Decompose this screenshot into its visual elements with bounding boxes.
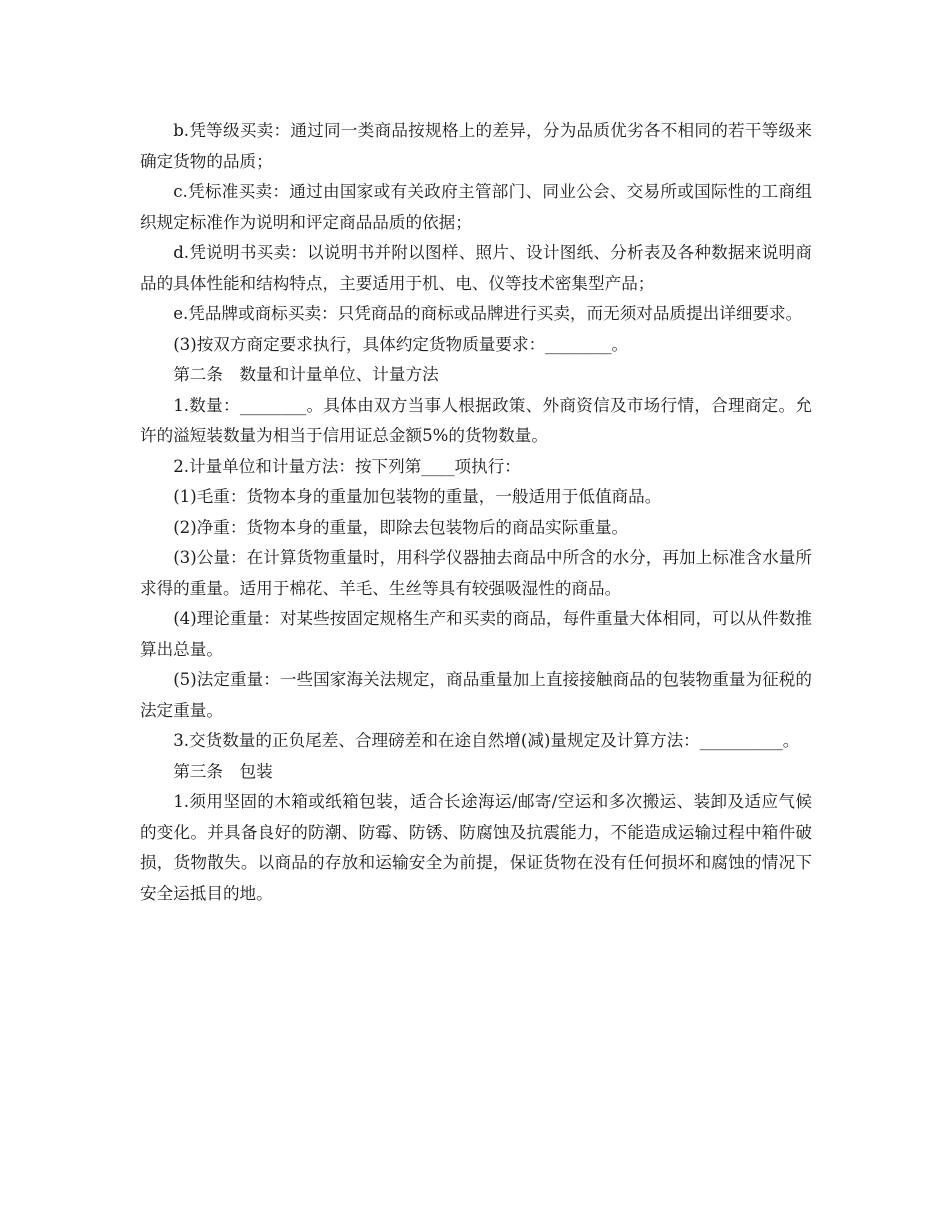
paragraph-gross-weight: (1)毛重：货物本身的重量加包装物的重量，一般适用于低值商品。 [173,487,662,506]
paragraph-packaging: 1.须用坚固的木箱或纸箱包装，适合长途海运/邮寄/空运和多次搬运、装卸及适应气候的变化。并具备良好的防潮、防霉、防锈、防腐蚀及抗震能力，不能造成运输过程中箱件破损，货物散失。以商品的存放和运输安全为前提，保证货物在没有任何损坏和腐蚀的情况下安全运抵目的地。 [140,792,812,903]
paragraph-quantity: 1.数量：________。具体由双方当事人根据政策、外商资信及市场行情，合理商定。允许的溢短装数量为相当于信用证总金额5%的货物数量。 [140,395,812,445]
paragraph-conditioned-weight: (3)公量：在计算货物重量时，用科学仪器抽去商品中所含的水分，再加上标准含水量所求得的重量。适用于棉花、羊毛、生丝等具有较强吸湿性的商品。 [140,548,812,598]
article-two-heading: 第二条 数量和计量单位、计量方法 [173,365,439,384]
paragraph-net-weight: (2)净重：货物本身的重量，即除去包装物后的商品实际重量。 [173,517,629,537]
paragraph-brand-sale: e.凭品牌或商标买卖：只凭商品的商标或品牌进行买卖，而无须对品质提出详细要求。 [173,304,803,323]
paragraph-legal-weight: (5)法定重量：一些国家海关法规定，商品重量加上直接接触商品的包装物重量为征税的法定重量。 [140,670,812,720]
paragraph-theoretical-weight: (4)理论重量：对某些按固定规格生产和买卖的商品，每件重量大体相同，可以从件数推算出总量。 [140,609,812,659]
document-body [140,116,812,909]
paragraph-tolerance: 3.交货数量的正负尾差、合理磅差和在途自然增(减)量规定及计算方法：__________。 [173,731,800,750]
paragraph-grade-sale: b.凭等级买卖：通过同一类商品按规格上的差异，分为品质优劣各不相同的若干等级来确定货物的品质； [140,121,812,171]
article-three-heading: 第三条 包装 [173,761,273,781]
paragraph-mutual-agreement: (3)按双方商定要求执行，具体约定货物质量要求：________。 [173,334,629,354]
paragraph-standard-sale: c.凭标准买卖：通过由国家或有关政府主管部门、同业公会、交易所或国际性的工商组织规定标准作为说明和评定商品品质的依据； [140,182,812,232]
paragraph-measurement-method: 2.计量单位和计量方法：按下列第____项执行： [173,456,521,476]
paragraph-manual-sale: d.凭说明书买卖：以说明书并附以图样、照片、设计图纸、分析表及各种数据来说明商品的具体性能和结构特点，主要适用于机、电、仪等技术密集型产品； [140,243,812,293]
